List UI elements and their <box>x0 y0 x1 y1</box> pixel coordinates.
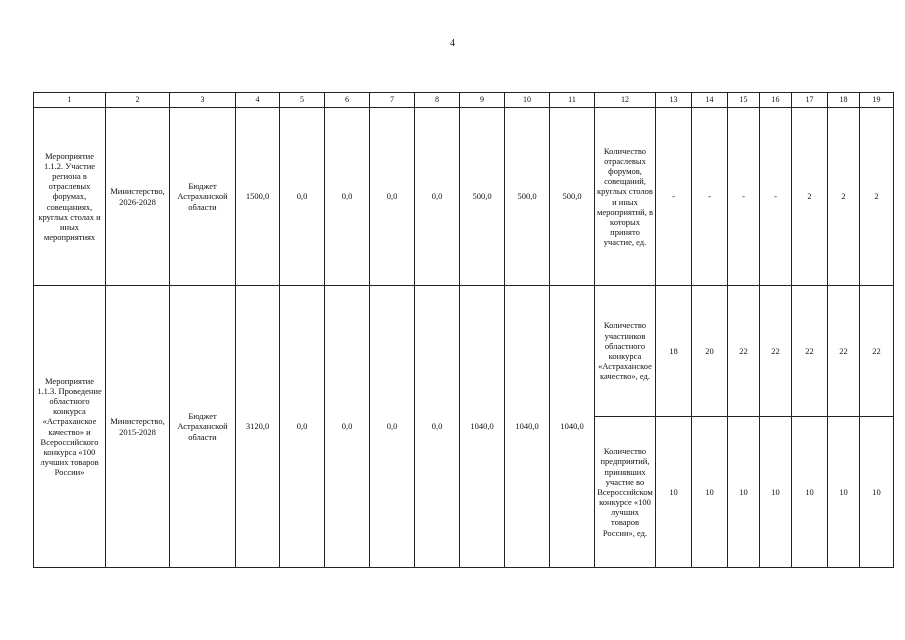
indicator-value: 22 <box>760 286 792 417</box>
year-amount: 0,0 <box>415 286 460 568</box>
table-row <box>34 286 894 417</box>
col-header: 11 <box>550 93 595 108</box>
year-amount: 500,0 <box>460 108 505 286</box>
indicator-value: 10 <box>656 417 692 568</box>
indicator-name: Количество предприятий, принявших участие во Всероссийском конкурсе «100 лучших товаров России», ед. <box>595 417 656 568</box>
executor: Министерство, 2026-2028 <box>106 108 170 286</box>
event-name: Мероприятие 1.1.3. Проведение областного конкурса «Астраханское качество» и Всероссийского конкурса «100 лучших товаров России» <box>34 286 106 568</box>
col-header: 1 <box>34 93 106 108</box>
col-header: 6 <box>325 93 370 108</box>
indicator-value: 10 <box>828 417 860 568</box>
year-amount: 0,0 <box>325 286 370 568</box>
indicator-name: Количество отраслевых форумов, совещаний, круглых столов и иных мероприятий, в которых принято участие, ед. <box>595 108 656 286</box>
col-header: 9 <box>460 93 505 108</box>
funding-source: Бюджет Астраханской области <box>170 286 236 568</box>
event-name: Мероприятие 1.1.2. Участие региона в отраслевых форумах, совещаниях, круглых столах и иных мероприятиях <box>34 108 106 286</box>
col-header: 3 <box>170 93 236 108</box>
year-amount: 0,0 <box>415 108 460 286</box>
indicator-value: 10 <box>792 417 828 568</box>
indicator-value: 20 <box>692 286 728 417</box>
indicator-value: - <box>760 108 792 286</box>
indicator-value: 2 <box>828 108 860 286</box>
col-header: 17 <box>792 93 828 108</box>
total-amount: 3120,0 <box>236 286 280 568</box>
indicator-value: - <box>692 108 728 286</box>
col-header: 7 <box>370 93 415 108</box>
year-amount: 1040,0 <box>550 286 595 568</box>
year-amount: 500,0 <box>505 108 550 286</box>
col-header: 14 <box>692 93 728 108</box>
col-header: 8 <box>415 93 460 108</box>
year-amount: 0,0 <box>325 108 370 286</box>
indicator-value: 22 <box>828 286 860 417</box>
col-header: 16 <box>760 93 792 108</box>
year-amount: 0,0 <box>280 286 325 568</box>
indicator-value: - <box>728 108 760 286</box>
table-row <box>34 108 894 286</box>
indicator-value: - <box>656 108 692 286</box>
col-header: 15 <box>728 93 760 108</box>
funding-source: Бюджет Астраханской области <box>170 108 236 286</box>
indicator-value: 22 <box>792 286 828 417</box>
indicator-value: 18 <box>656 286 692 417</box>
year-amount: 500,0 <box>550 108 595 286</box>
program-table <box>33 92 894 568</box>
year-amount: 0,0 <box>370 286 415 568</box>
col-header: 19 <box>860 93 894 108</box>
executor: Министерство, 2015-2028 <box>106 286 170 568</box>
indicator-value: 2 <box>792 108 828 286</box>
col-header: 5 <box>280 93 325 108</box>
col-header: 13 <box>656 93 692 108</box>
year-amount: 1040,0 <box>460 286 505 568</box>
indicator-value: 22 <box>728 286 760 417</box>
col-header: 18 <box>828 93 860 108</box>
indicator-value: 10 <box>728 417 760 568</box>
col-header: 12 <box>595 93 656 108</box>
indicator-name: Количество участников областного конкурса «Астраханское качество», ед. <box>595 286 656 417</box>
indicator-value: 22 <box>860 286 894 417</box>
col-header: 10 <box>505 93 550 108</box>
header-row <box>34 93 894 108</box>
year-amount: 0,0 <box>370 108 415 286</box>
indicator-value: 10 <box>860 417 894 568</box>
year-amount: 0,0 <box>280 108 325 286</box>
indicator-value: 2 <box>860 108 894 286</box>
col-header: 4 <box>236 93 280 108</box>
year-amount: 1040,0 <box>505 286 550 568</box>
indicator-value: 10 <box>760 417 792 568</box>
page-number: 4 <box>450 38 455 49</box>
total-amount: 1500,0 <box>236 108 280 286</box>
col-header: 2 <box>106 93 170 108</box>
indicator-value: 10 <box>692 417 728 568</box>
